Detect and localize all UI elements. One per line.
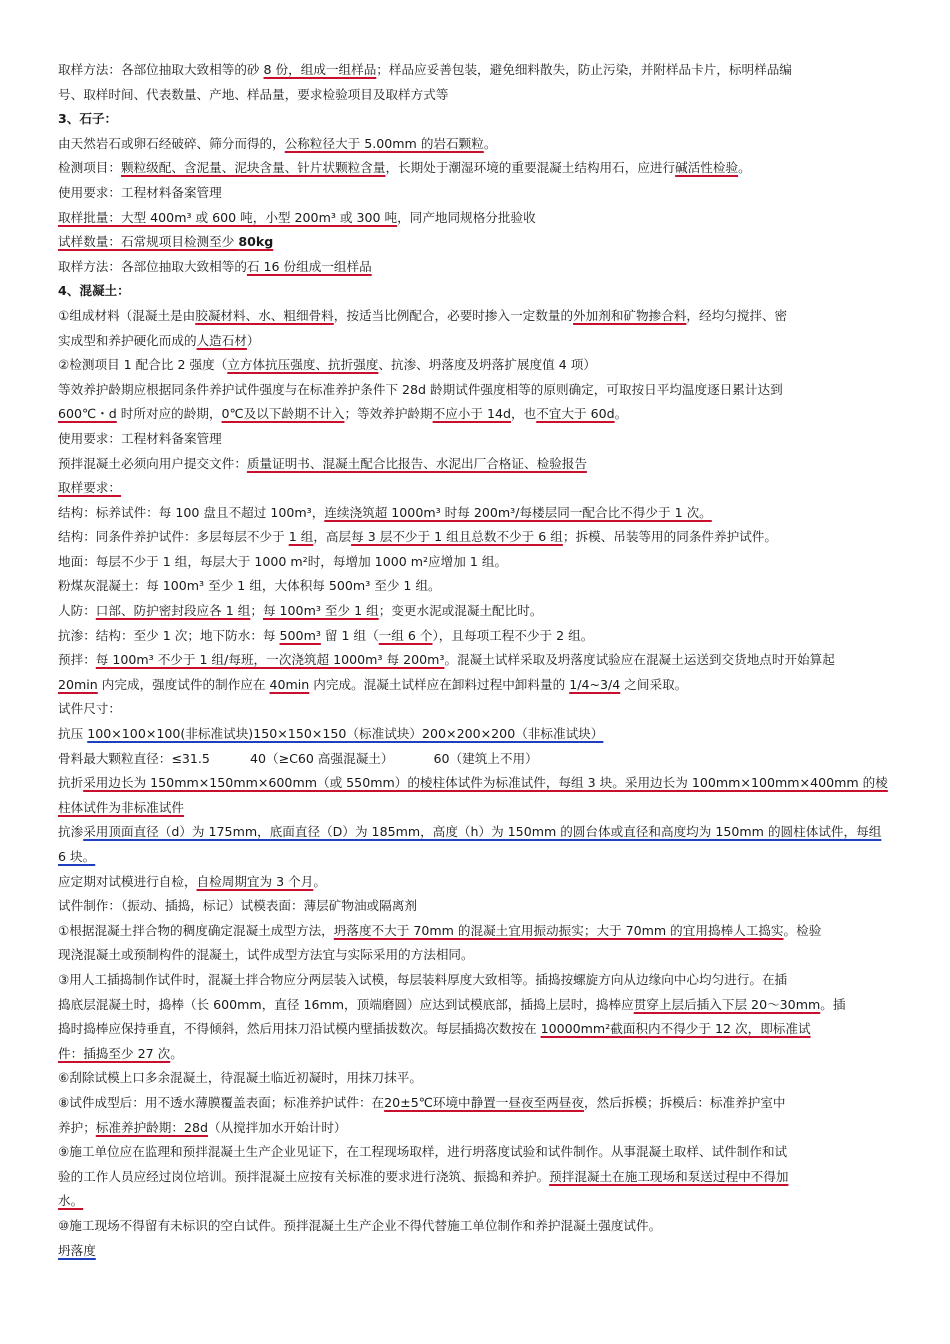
text-segment: ，长期处于潮湿环境的重要混凝土结构用石，应进行 [385,160,676,176]
text-segment: 现浇混凝土或预制构件的混凝土，试件成型方法宜与实际采用的方法相同。 [58,947,474,963]
red-underlined-text: 人造石材 [196,332,247,348]
text-segment: 由天然岩石或卵石经破碎、筛分而得的， [58,135,285,151]
red-underlined-text: 取样要求： [58,480,121,496]
text-segment: ；等效养护龄期 [344,406,433,422]
text-segment: 结构：同条件养护试件：多层每层不少于 [58,529,289,545]
text-segment: ，然后拆模；拆模后：标准养护室中 [584,1094,786,1110]
text-segment: 捣时捣棒应保持垂直，不得倾斜，然后用抹刀沿试模内壁插拔数次。每层插捣次数按在 [58,1021,541,1037]
text-line [58,181,892,206]
text-line [58,771,892,820]
section-heading [58,279,892,304]
text-line [58,1017,892,1042]
text-segment: ，高层 [313,529,352,545]
text-line [58,353,892,378]
red-underlined-text: 自检周期宜为 3 个月 [196,873,314,889]
text-line [58,624,892,649]
text-segment: 。插 [820,996,846,1012]
red-underlined-text: 不宜大于 60d [536,406,615,422]
red-underlined-text: 试样数量：石常规项目检测至少 [58,234,239,250]
text-line [58,304,892,329]
text-segment: 预拌： [58,652,96,668]
red-underlined-text: 水。 [58,1193,84,1209]
text-segment: ①根据混凝土拌合物的稠度确定混凝土成型方法， [58,922,334,938]
red-underlined-text: 口部、防护密封段应各 1 组 [95,603,251,619]
text-segment: 。 [614,406,628,422]
text-segment: ①组成材料（混凝土是由 [58,307,196,323]
text-segment: ⑥刮除试模上口多余混凝土，待混凝土临近初凝时，用抹刀抹平。 [58,1070,422,1086]
text-segment: ，按适当比例配合，必要时掺入一定数量的 [333,307,574,323]
text-line [58,329,892,354]
red-underlined-text: 20±5℃环境中静置一昼夜至两昼夜 [384,1094,584,1110]
text-line [58,968,892,993]
text-segment: 骨料最大颗粒直径：≤31.5 [58,750,210,766]
text-segment: 取样方法：各部位抽取大致相等的砂 [58,62,264,77]
red-underlined-text: 件：插捣至少 27 次 [58,1045,171,1061]
text-segment: ； [250,603,263,619]
text-line [58,1239,892,1264]
text-segment: 号、取样时间、代表数量、产地、样品量，要求检验项目及取样方式等 [58,86,449,102]
text-segment: 。 [313,873,326,889]
text-segment: ⑩施工现场不得留有未标识的空白试件。预拌混凝土生产企业不得代替施工单位制作和养护混凝土强度试件。 [58,1217,662,1233]
text-line [58,919,892,944]
red-underlined-text: 胶凝材料、水、粗细骨料 [195,307,334,323]
text-segment: 60（建筑上不用） [433,750,538,766]
text-segment: 捣底层混凝土时，捣棒（长 600mm，直径 16mm，顶端磨圆）应达到试模底部，插捣上层时，捣棒应 [58,996,634,1012]
text-segment: 。检验 [783,922,822,938]
text-line [58,132,892,157]
text-segment: 验的工作人员应经过岗位培训。预拌混凝土应按有关标准的要求进行浇筑、振捣和养护。 [58,1168,550,1184]
red-underlined-text: 40min [269,676,310,692]
text-segment: 实成型和养护硬化而成的 [58,332,197,348]
text-segment: ⑧试件成型后：用不透水薄膜覆盖表面；标准养护试件：在 [58,1094,385,1110]
red-underlined-text: 1 组 [288,529,314,545]
text-segment: 抗渗：结构：至少 1 次；地下防水：每 [58,627,280,643]
text-segment: 之间采取。 [620,676,688,692]
red-underlined-text: 标准养护龄期：28d [95,1119,208,1135]
text-segment: 应定期对试模进行自检， [58,873,197,889]
text-line [58,525,892,550]
text-segment: 检测项目： [58,160,121,176]
text-line [58,255,892,280]
text-segment: 。 [483,135,497,151]
text-line [58,476,892,501]
text-segment: 4、混凝土： [58,283,130,299]
text-line [58,870,892,895]
text-line [58,599,892,624]
red-underlined-text: 颗粒级配、含泥量、泥块含量、针片状颗粒含量 [120,160,386,176]
text-line [58,747,892,772]
text-segment: 40（≥C60 高强混凝土） [249,750,394,766]
text-line [58,83,892,108]
red-underlined-text: 1/4~3/4 [569,676,621,692]
text-segment: 、抗渗、坍落度及坍落扩展度值 4 项） [378,357,596,373]
text-line [58,1042,892,1067]
text-line [58,156,892,181]
red-underlined-text: 采用边长为 150mm×150mm×600mm（或 550mm）的棱柱体试件为标准试件，每组 3 块。采用边长为 100mm×100mm×400mm 的棱柱体试件为非标准试件 [58,775,888,815]
text-segment: 养护； [58,1119,96,1135]
text-line [58,993,892,1018]
red-underlined-text: 碱活性检验 [675,160,739,176]
text-segment: ，经均匀搅拌、密 [686,307,788,323]
text-segment: ；样品应妥善包装，避免细料散失，防止污染，并附样品卡片，标明样品编 [376,62,792,77]
text-segment: ⑨施工单位应在监理和预拌混凝土生产企业见证下，在工程现场取样，进行坍落度试验和试件制作。从事混凝土取样、试件制作和试 [58,1144,788,1160]
red-underlined-text: 8 份，组成一组样品 [263,62,377,77]
text-segment: 留 1 组（ [320,627,379,643]
text-line [58,58,892,83]
red-underlined-text: 80kg [238,234,274,250]
text-segment: ，同产地同规格分批验收 [397,209,536,225]
blue-underlined-text: 坍落度 [58,1242,96,1258]
red-underlined-text: 每 3 层不少于 1 组且总数不少于 6 组 [351,529,563,545]
text-line [58,1165,892,1190]
text-segment: 3、石子： [58,111,118,127]
text-segment: 地面：每层不少于 1 组，每层大于 1000 m²时，每增加 1000 m²应增加 1 组。 [58,553,508,569]
text-segment: 使用要求：工程材料备案管理 [58,430,222,446]
red-underlined-text: 一组 6 个 [378,627,433,643]
red-underlined-text: 不应小于 14d [432,406,512,422]
text-line [58,378,892,403]
text-segment: 等效养护龄期应根据同条件养护试件强度与在标准养护条件下 28d 龄期试件强度相等的原则确定，可取按日平均温度逐日累计达到 [58,381,783,397]
text-line [58,1091,892,1116]
text-segment: （从搅拌加水开始计时） [207,1119,347,1135]
text-segment: ），且每项工程不少于 2 组。 [432,627,594,643]
text-segment: ③用人工插捣制作试件时，混凝土拌合物应分两层装入试模，每层装料厚度大致相等。插捣按螺旋方向从边缘向中心均匀进行。在插 [58,971,788,987]
text-line [58,230,892,255]
text-segment: 试件尺寸： [58,701,121,717]
text-line [58,452,892,477]
text-segment: ） [246,332,260,348]
section-heading [58,107,892,132]
text-segment: 内完成，强度试件的制作应在 [97,676,270,692]
red-underlined-text: 连续浇筑超 1000m³ 时每 200m³/每楼层同一配合比不得少于 1 次。 [324,504,712,520]
text-segment: 内完成。混凝土试样应在卸料过程中卸料量的 [309,676,570,692]
text-segment: 人防： [58,603,96,619]
text-segment: 试件制作：（振动、插捣，标记）试模表面：薄层矿物油或隔离剂 [58,898,417,914]
red-underlined-text: 预拌混凝土在施工现场和泵送过程中不得加 [549,1168,789,1184]
text-line [58,943,892,968]
blue-underlined-text: 100×100×100(非标准试块)150×150×150（标准试块）200×200×200（非标准试块） [87,726,604,742]
text-line [58,820,892,869]
red-underlined-text: 10000mm²截面积内不得少于 12 次，即标准试 [540,1021,811,1037]
text-line [58,648,892,673]
text-line [58,1214,892,1239]
text-segment: ②检测项目 1 配合比 2 强度（ [58,357,228,373]
text-segment: 预拌混凝土必须向用户提交文件： [58,455,247,471]
text-segment: 。 [170,1045,183,1061]
red-underlined-text: 0℃及以下龄期不计入 [221,406,345,422]
text-segment: ；变更水泥或混凝土配比时。 [378,603,543,619]
text-segment: 抗折 [58,775,84,791]
red-underlined-text: 立方体抗压强度、抗折强度 [227,357,379,373]
text-line [58,427,892,452]
text-segment: ；拆模、吊装等用的同条件养护试件。 [562,529,777,545]
text-segment: ，也 [511,406,537,422]
text-line [58,501,892,526]
red-underlined-text: 质量证明书、混凝土配合比报告、水泥出厂合格证、检验报告 [246,455,587,471]
text-segment: 抗压 [58,726,88,742]
text-line [58,206,892,231]
red-underlined-text: 公称粒径大于 5.00mm 的岩石颗粒 [284,135,484,151]
text-line [58,722,892,747]
blue-underlined-text: 采用顶面直径（d）为 175mm，底面直径（D）为 185mm，高度（h）为 150mm 的圆台体或直径和高度均为 150mm 的圆柱体试件，每组 6 块。 [58,824,882,864]
text-segment: 结构：标养试件：每 100 盘且不超过 100m³， [58,504,325,520]
text-segment: 取样方法：各部位抽取大致相等的 [58,258,247,274]
red-underlined-text: 500m³ [279,627,321,643]
red-underlined-text: 每 100m³ 至少 1 组 [262,603,379,619]
red-underlined-text: 坍落度不大于 70mm 的混凝土宜用振动振实；大于 70mm 的宜用捣棒人工捣实 [333,922,784,938]
text-line [58,894,892,919]
text-line [58,673,892,698]
text-line [58,402,892,427]
text-segment: 。 [738,160,751,176]
text-line [58,550,892,575]
red-underlined-text: 每 100m³ 不少于 1 组/每班，一次浇筑超 1000m³ 每 200m³ [95,652,445,668]
text-segment: 抗渗 [58,824,84,840]
text-segment: 使用要求：工程材料备案管理 [58,184,222,200]
red-underlined-text: 20min [58,676,98,692]
text-line [58,1066,892,1091]
text-segment: 。混凝土试样采取及坍落度试验应在混凝土运送到交货地点时开始算起 [444,652,835,668]
red-underlined-text: 600℃・d [58,406,117,422]
text-line [58,574,892,599]
text-line [58,1116,892,1141]
red-underlined-text: 石 16 份组成一组样品 [246,258,372,274]
text-segment: 粉煤灰混凝土：每 100m³ 至少 1 组，大体积每 500m³ 至少 1 组。 [58,578,441,594]
red-underlined-text: 外加剂和矿物掺合料 [573,307,687,323]
text-line [58,1140,892,1165]
red-underlined-text: 贯穿上层后插入下层 20～30mm [633,996,821,1012]
text-segment: 时所对应的龄期， [116,406,222,422]
red-underlined-text: 取样批量：大型 400m³ 或 600 吨，小型 200m³ 或 300 吨 [58,209,398,225]
text-line [58,697,892,722]
text-line [58,1189,892,1214]
